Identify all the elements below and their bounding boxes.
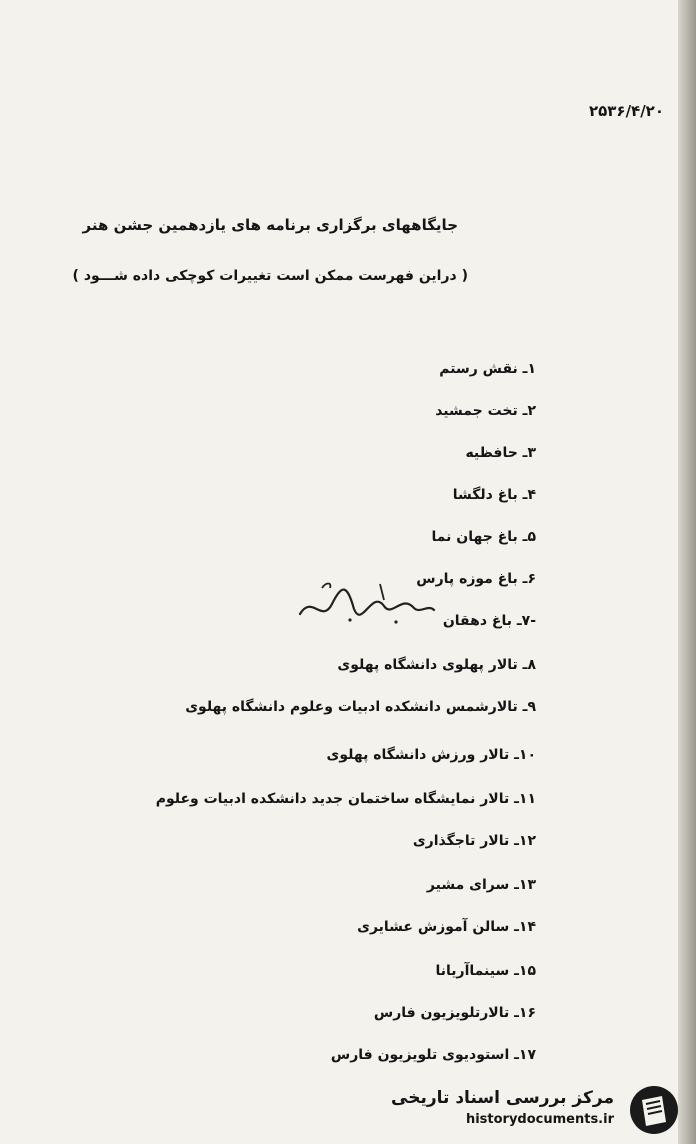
footer-title: مرکز بررسی اسناد تاریخی (391, 1088, 614, 1108)
list-item: ۱۳ـ سرای مشیر (426, 877, 536, 893)
archive-footer (391, 1082, 688, 1136)
list-item: ۴ـ باغ دلگشا (452, 487, 536, 503)
list-item: ۹ـ تالارشمس دانشکده ادبیات وعلوم دانشگاه پهلوی (185, 699, 536, 715)
document-date: ۲۵۳۶/۴/۲۰ (588, 102, 664, 120)
list-item: ۲ـ تخت جمشید (435, 403, 536, 419)
list-item: ۱۷ـ استودیوی تلویزیون فارس (330, 1047, 536, 1063)
list-item: ۱۴ـ سالن آموزش عشایری (357, 919, 536, 935)
list-item: -۷ـ باغ دهقان (442, 613, 536, 629)
list-item: ۵ـ باغ جهان نما (431, 529, 536, 545)
list-item: ۱۰ـ تالار ورزش دانشگاه پهلوی (326, 747, 536, 763)
list-item: ۱ـ نقش رستم (439, 361, 536, 377)
list-item: ۱۱ـ تالار نمایشگاه ساختمان جدید دانشکده ادبیات وعلوم (155, 791, 536, 807)
document-center-logo-icon (628, 1084, 680, 1136)
document-title: جایگاههای برگزاری برنامه های یازدهمین جشن هنر (82, 216, 458, 234)
list-item: ۱۶ـ تالارتلویزیون فارس (373, 1005, 536, 1021)
footer-url[interactable]: historydocuments.ir (465, 1112, 614, 1127)
document-subtitle: ( دراین فهرست ممکن است تغییرات کوچکی داده شـــود ) (72, 268, 468, 284)
list-item: ۱۵ـ سینماآریانا (435, 963, 536, 979)
list-item: ۱۲ـ تالار تاجگذاری (412, 833, 536, 849)
list-item: ۸ـ تالار پهلوی دانشگاه پهلوی (337, 657, 536, 673)
handwritten-signature-icon (292, 574, 442, 634)
list-item: ۶ـ باغ موزه پارس (416, 571, 536, 587)
list-item: ۳ـ حافظیه (465, 445, 536, 461)
